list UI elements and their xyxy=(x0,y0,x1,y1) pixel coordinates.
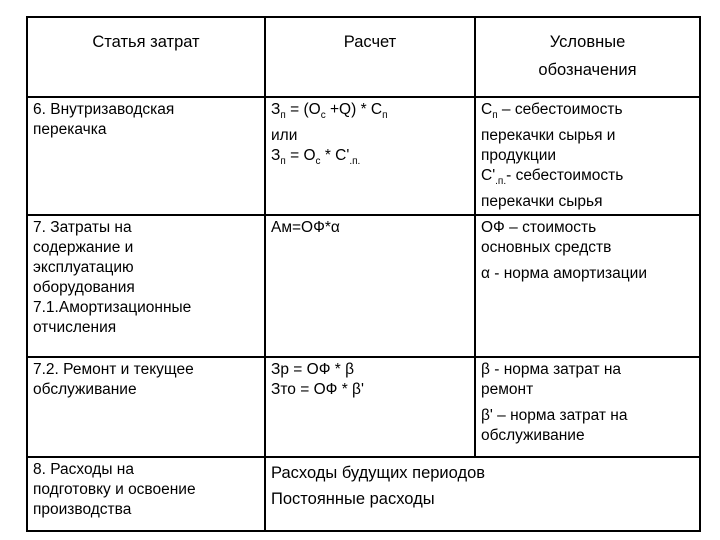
formula-line xyxy=(271,146,469,172)
cell-notation xyxy=(475,97,700,215)
merged-line: Постоянные расходы xyxy=(271,490,435,509)
notation-part: С xyxy=(481,101,493,118)
formula-part: * С' xyxy=(320,147,350,165)
article-line: отчисления xyxy=(33,319,117,337)
header-notation-line2: обозначения xyxy=(538,61,637,79)
article-line: подготовку и освоение xyxy=(33,481,196,499)
header-cost-item xyxy=(27,17,265,97)
cell-notation xyxy=(475,357,700,457)
cell-calculation xyxy=(265,215,475,357)
header-calculation-text: Расчет xyxy=(343,33,397,51)
header-calculation xyxy=(265,17,475,97)
cell-article xyxy=(27,215,265,357)
notation-part: – себестоимость xyxy=(497,101,623,118)
cell-calculation xyxy=(265,97,475,215)
notation-line: основных средств xyxy=(481,239,612,257)
notation-line: β - норма затрат на xyxy=(481,361,622,379)
formula-part: З xyxy=(271,101,281,118)
article-line: 8. Расходы на xyxy=(33,461,134,479)
header-row xyxy=(27,17,700,97)
cost-table xyxy=(26,16,701,532)
article-line: эксплуатацию xyxy=(33,259,134,277)
table-row xyxy=(27,215,700,357)
notation-line: обслуживание xyxy=(481,427,585,445)
formula-part: = О xyxy=(285,147,316,165)
formula-line xyxy=(271,100,469,126)
article-line: 7. Затраты на xyxy=(33,219,132,237)
notation-line xyxy=(481,166,694,192)
formula-part: = (О xyxy=(285,101,321,118)
formula-line: Зто = ОФ * β' xyxy=(271,381,364,399)
article-line: 7.1.Амортизационные xyxy=(33,299,192,317)
formula-subscript: с xyxy=(320,110,326,122)
notation-part: - себестоимость xyxy=(506,167,624,185)
formula-subscript: п xyxy=(280,156,286,168)
formula-line: Зр = ОФ * β xyxy=(271,361,355,379)
table-row xyxy=(27,457,700,531)
cell-calculation xyxy=(265,357,475,457)
formula-subscript: п xyxy=(280,110,286,122)
notation-part: С' xyxy=(481,167,496,185)
notation-line: β' – норма затрат на xyxy=(481,407,628,425)
notation-line: ремонт xyxy=(481,381,534,399)
formula-or: или xyxy=(271,127,298,145)
cell-notation xyxy=(475,215,700,357)
notation-subscript: п xyxy=(492,110,498,122)
article-line: 6. Внутризаводская xyxy=(33,101,175,118)
notation-line: перекачки сырья xyxy=(481,193,603,211)
notation-subscript: .п. xyxy=(495,176,507,188)
formula-subscript: с xyxy=(315,156,321,168)
cell-article xyxy=(27,357,265,457)
table-row xyxy=(27,97,700,215)
formula-subscript: п xyxy=(382,110,388,122)
article-line: производства xyxy=(33,501,132,519)
header-cost-item-text: Статья затрат xyxy=(92,33,200,51)
formula-part: З xyxy=(271,147,281,165)
notation-line: продукции xyxy=(481,147,557,165)
article-line: оборудования xyxy=(33,279,135,297)
cell-article xyxy=(27,457,265,531)
article-line: содержание и xyxy=(33,239,134,257)
header-notation xyxy=(475,17,700,97)
header-notation-line1: Условные xyxy=(549,33,626,51)
notation-line: α - норма амортизации xyxy=(481,265,647,283)
article-line: 7.2. Ремонт и текущее xyxy=(33,361,194,379)
cell-calculation-merged xyxy=(265,457,700,531)
article-line: перекачка xyxy=(33,121,107,138)
article-line: обслуживание xyxy=(33,381,137,399)
merged-line: Расходы будущих периодов xyxy=(271,464,486,483)
formula-line: Ам=ОФ*α xyxy=(271,219,340,237)
notation-line: ОФ – стоимость xyxy=(481,219,597,237)
formula-subscript: .п. xyxy=(349,156,361,168)
notation-line: перекачки сырья и xyxy=(481,127,616,145)
formula-part: +Q) * С xyxy=(325,101,383,118)
table-row xyxy=(27,357,700,457)
notation-line xyxy=(481,100,694,126)
cell-article xyxy=(27,97,265,215)
